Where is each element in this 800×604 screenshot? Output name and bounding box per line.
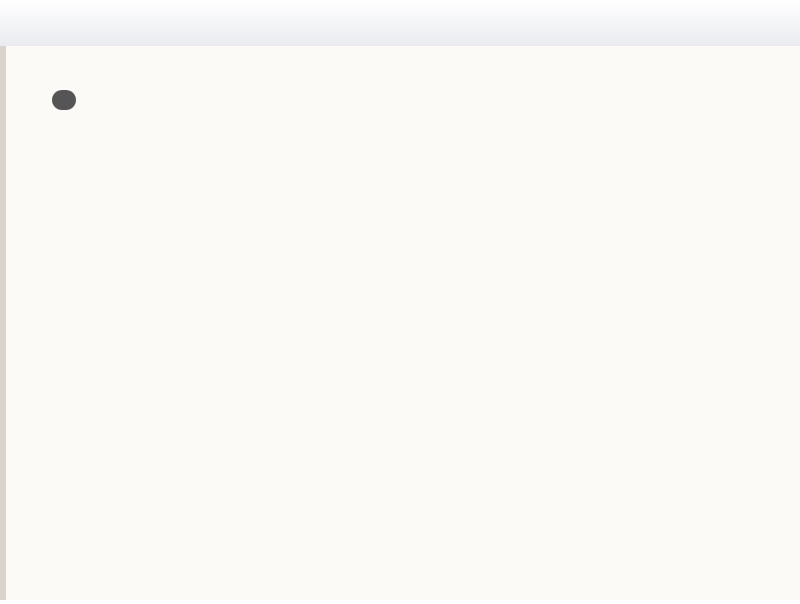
chains-diagram	[0, 46, 800, 346]
slide-header	[0, 0, 800, 47]
scanned-page	[0, 46, 800, 600]
answer-table	[0, 424, 800, 604]
